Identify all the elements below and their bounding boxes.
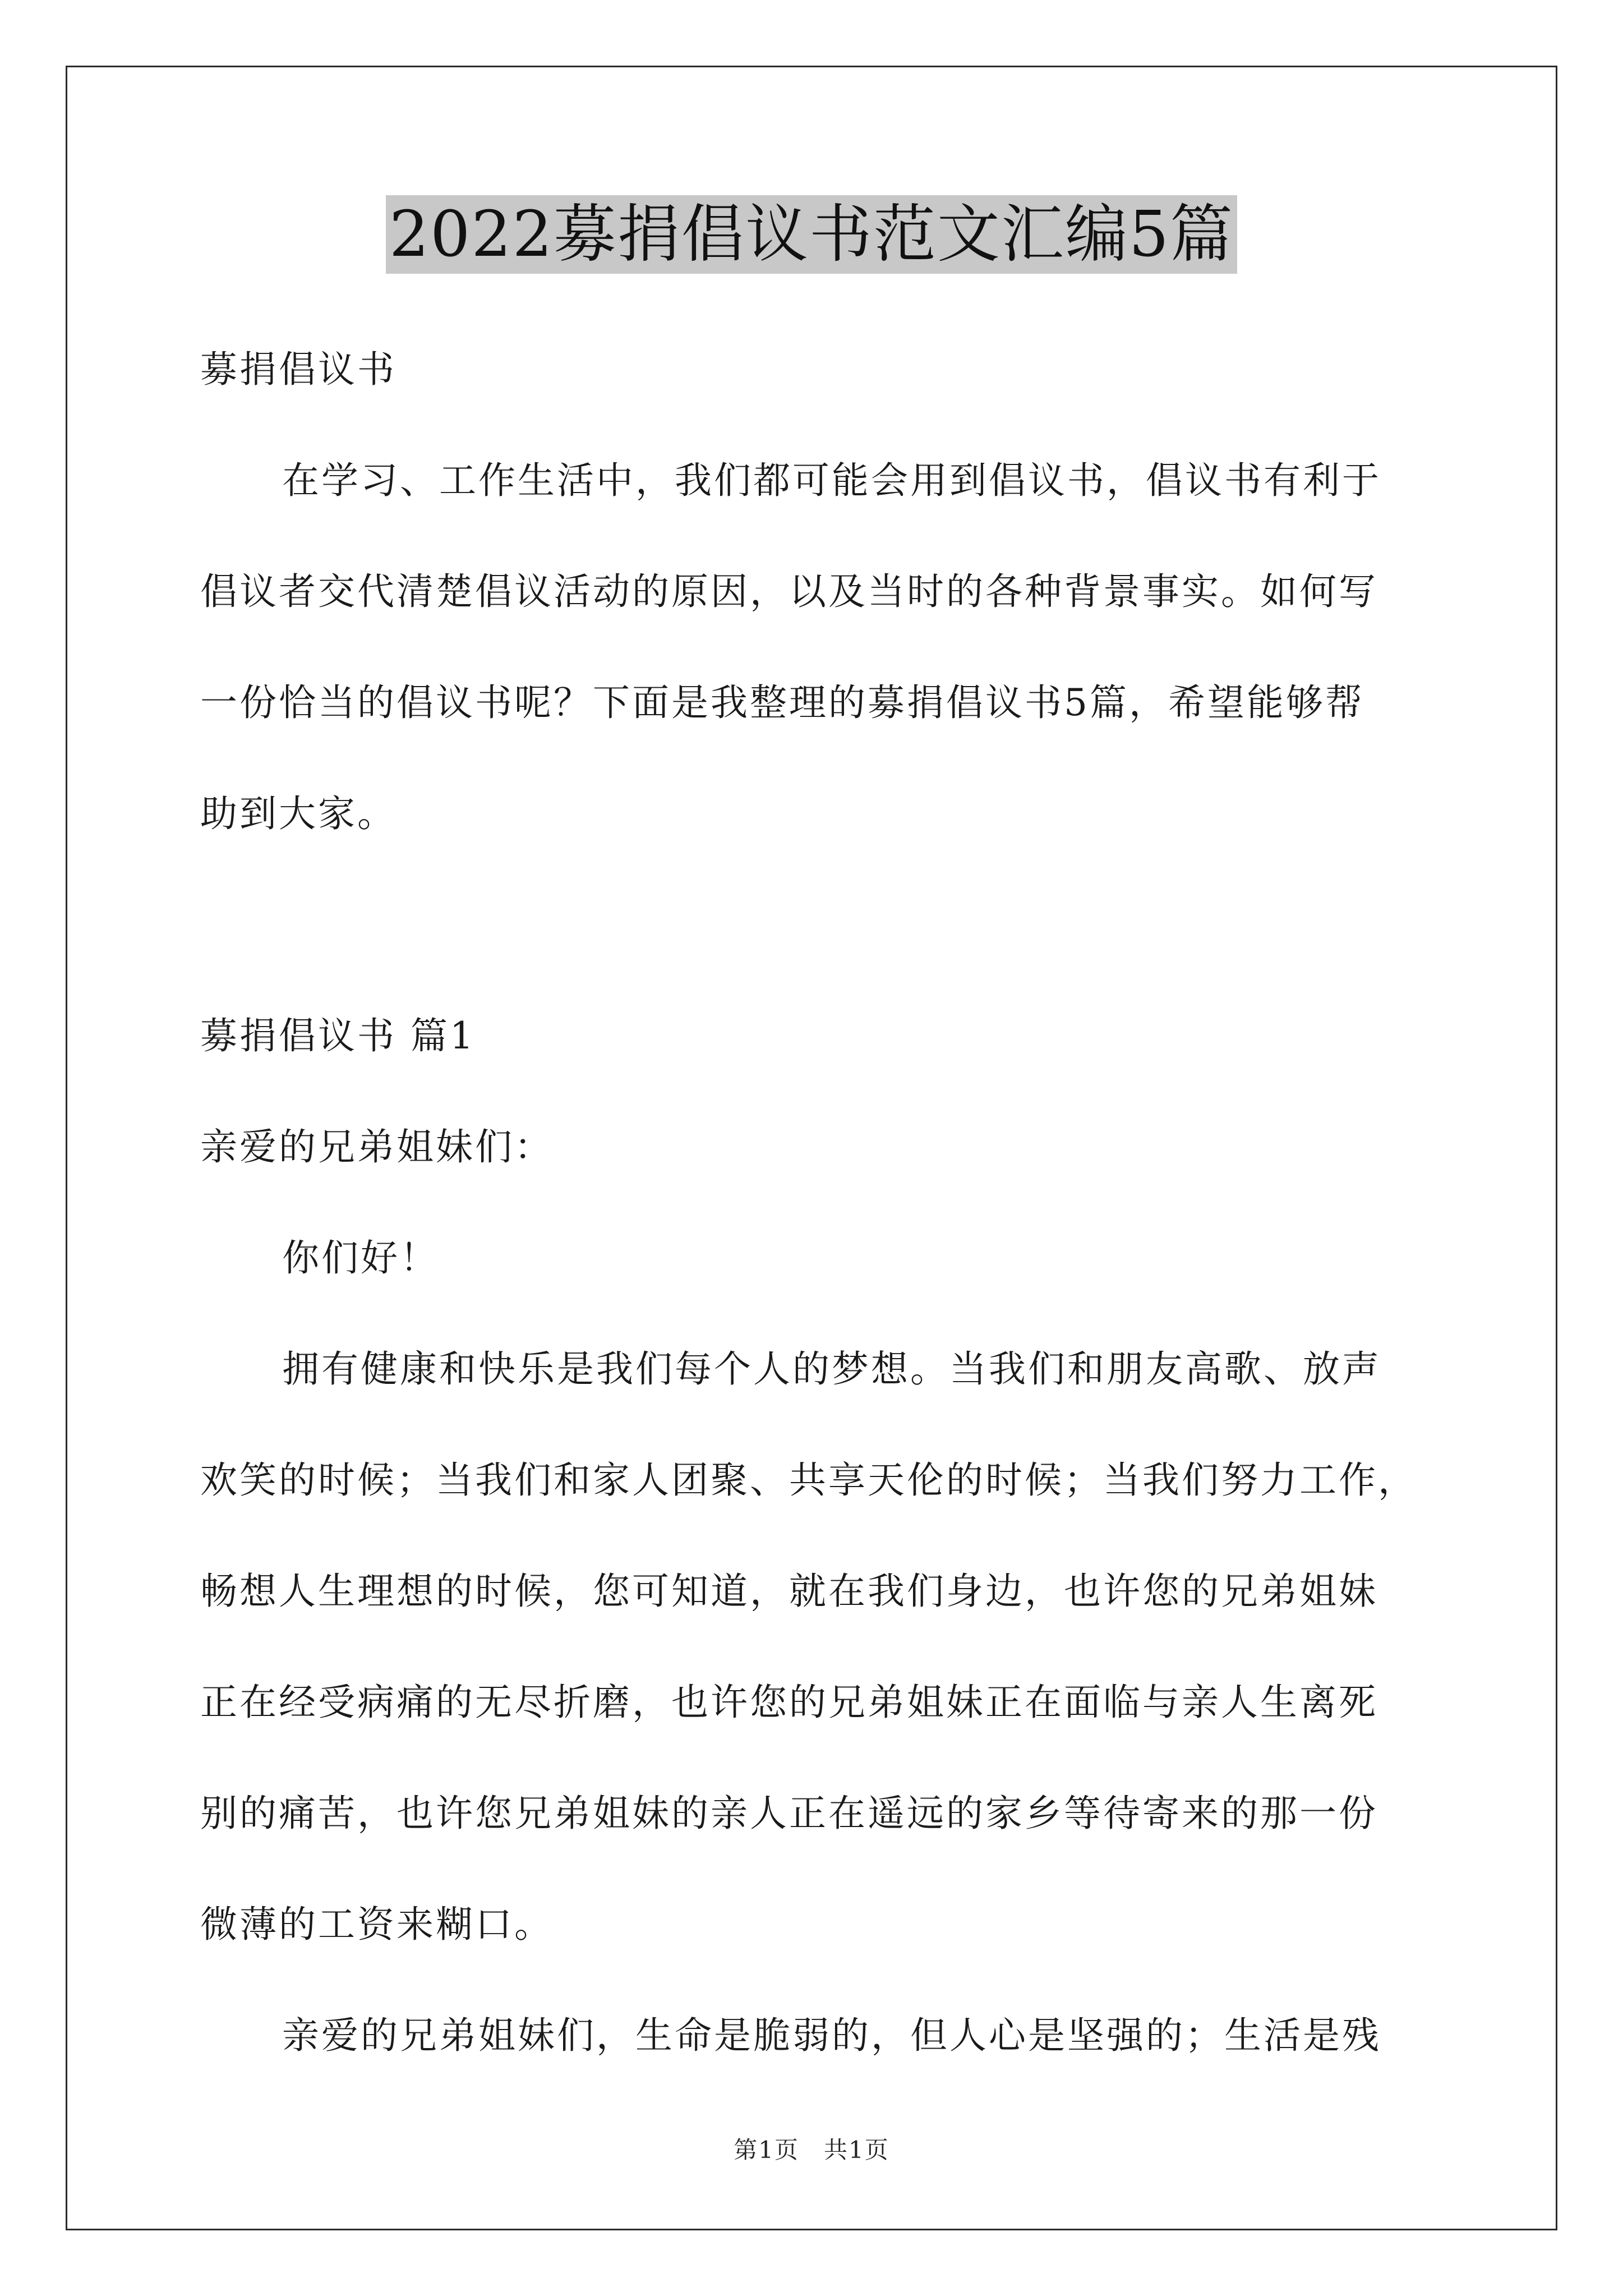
text-line: 募捐倡议书 篇1: [200, 1014, 476, 1057]
text-line: 畅想人生理想的时候，您可知道，就在我们身边，也许您的兄弟姐妹: [200, 1570, 1378, 1613]
text-line: 亲爱的兄弟姐妹们：: [200, 1125, 554, 1168]
document-body: [200, 314, 1445, 2091]
text-line: 拥有健康和快乐是我们每个人的梦想。当我们和朋友高歌、放声: [282, 1347, 1381, 1391]
text-line: 微薄的工资来糊口。: [200, 1903, 554, 1946]
text-line: 助到大家。: [200, 792, 396, 835]
text-line: 你们好！: [282, 1236, 439, 1280]
text-line: 别的痛苦，也许您兄弟姐妹的亲人正在遥远的家乡等待寄来的那一份: [200, 1792, 1378, 1835]
text-line: 募捐倡议书: [200, 348, 396, 391]
page-footer: 第1页 共1页: [734, 2136, 889, 2164]
text-line: 倡议者交代清楚倡议活动的原因，以及当时的各种背景事实。如何写: [200, 570, 1378, 613]
text-line: 一份恰当的倡议书呢？下面是我整理的募捐倡议书5篇，希望能够帮: [200, 681, 1364, 724]
text-line: 亲爱的兄弟姐妹们，生命是脆弱的，但人心是坚强的；生活是残: [282, 2014, 1381, 2057]
title-container: [0, 195, 1623, 274]
text-line: 正在经受病痛的无尽折磨，也许您的兄弟姐妹正在面临与亲人生离死: [200, 1681, 1378, 1724]
text-line: 欢笑的时候；当我们和家人团聚、共享天伦的时候；当我们努力工作，: [200, 1458, 1417, 1502]
text-line: 在学习、工作生活中，我们都可能会用到倡议书，倡议书有利于: [282, 459, 1381, 502]
document-title: 2022募捐倡议书范文汇编5篇: [386, 195, 1237, 274]
blank-line: [200, 869, 1445, 981]
